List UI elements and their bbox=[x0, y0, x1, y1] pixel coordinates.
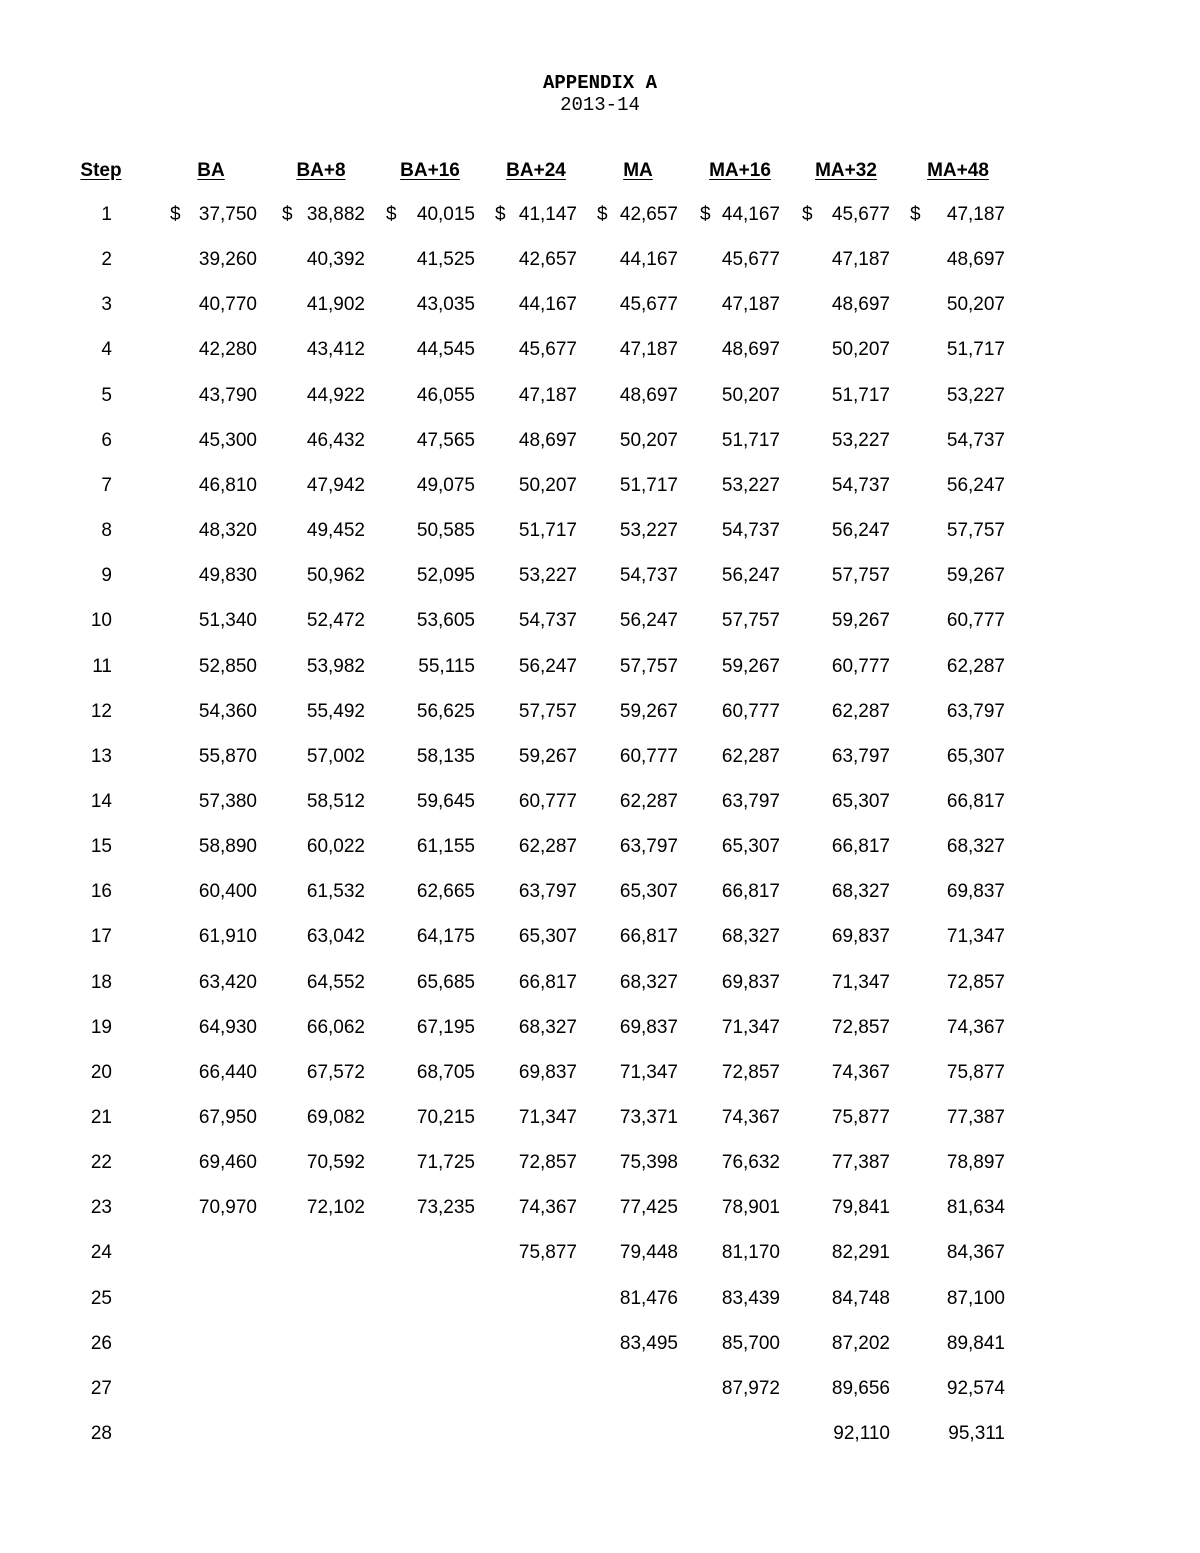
salary-cell: 75,398 bbox=[619, 1152, 678, 1174]
salary-cell: 81,476 bbox=[619, 1287, 678, 1309]
salary-cell: 44,545 bbox=[416, 339, 475, 361]
salary-cell: 52,472 bbox=[306, 610, 365, 632]
salary-cell: 40,392 bbox=[306, 249, 365, 271]
salary-cell: 42,280 bbox=[198, 339, 257, 361]
salary-cell: 48,320 bbox=[198, 520, 257, 542]
salary-cell: 47,187 bbox=[721, 294, 780, 316]
salary-cell: 50,207 bbox=[518, 474, 577, 496]
salary-cell: 53,227 bbox=[518, 565, 577, 587]
salary-cell: 65,307 bbox=[721, 836, 780, 858]
appendix-title: APPENDIX A bbox=[542, 72, 658, 94]
salary-cell: 71,347 bbox=[518, 1107, 577, 1128]
salary-cell: 49,452 bbox=[306, 520, 365, 542]
salary-cell: 57,002 bbox=[306, 745, 365, 767]
salary-cell: 62,665 bbox=[416, 881, 475, 903]
salary-cell: 68,327 bbox=[721, 926, 780, 948]
salary-cell: 51,717 bbox=[721, 429, 780, 451]
salary-cell: 48,697 bbox=[619, 384, 678, 406]
salary-cell: 72,857 bbox=[831, 1016, 890, 1038]
salary-cell: 63,797 bbox=[518, 881, 577, 903]
salary-cell: 56,247 bbox=[721, 565, 780, 587]
salary-cell: 82,291 bbox=[831, 1242, 890, 1264]
salary-cell: 47,187 bbox=[831, 249, 890, 271]
step-number: 26 bbox=[90, 1332, 112, 1354]
column-header-ma-plus-16: MA+16 bbox=[709, 160, 771, 181]
salary-cell: 52,095 bbox=[416, 565, 475, 587]
salary-cell: 65,685 bbox=[416, 971, 475, 993]
currency-symbol: $ bbox=[597, 204, 608, 225]
salary-cell: 66,817 bbox=[518, 971, 577, 993]
step-number: 13 bbox=[90, 745, 112, 767]
salary-cell: 41,525 bbox=[416, 249, 475, 271]
salary-cell: 51,717 bbox=[946, 339, 1005, 361]
step-number: 25 bbox=[90, 1287, 112, 1309]
salary-cell: 72,857 bbox=[721, 1061, 780, 1083]
column-header-step: Step bbox=[80, 160, 122, 181]
salary-cell: 58,135 bbox=[416, 745, 475, 767]
salary-cell: 69,837 bbox=[831, 926, 890, 948]
salary-cell: 57,757 bbox=[518, 700, 577, 722]
column-header-ba-plus-8: BA+8 bbox=[296, 160, 346, 181]
salary-cell: 69,460 bbox=[198, 1152, 257, 1174]
salary-cell: 48,697 bbox=[721, 339, 780, 361]
salary-cell: 63,797 bbox=[721, 790, 780, 812]
salary-cell: 75,877 bbox=[518, 1242, 577, 1264]
step-number: 21 bbox=[90, 1107, 112, 1128]
salary-cell: 59,645 bbox=[416, 790, 475, 812]
salary-cell: 63,797 bbox=[619, 836, 678, 858]
salary-cell: 63,420 bbox=[198, 971, 257, 993]
salary-cell: 60,777 bbox=[946, 610, 1005, 632]
salary-cell: 46,810 bbox=[198, 474, 257, 496]
salary-cell: 60,777 bbox=[619, 745, 678, 767]
salary-cell: 74,367 bbox=[721, 1107, 780, 1128]
currency-symbol: $ bbox=[700, 204, 711, 225]
salary-cell: 87,100 bbox=[946, 1287, 1005, 1309]
salary-cell: 67,950 bbox=[198, 1107, 257, 1128]
step-number: 28 bbox=[90, 1423, 112, 1445]
salary-cell: 53,227 bbox=[946, 384, 1005, 406]
salary-cell: 46,055 bbox=[416, 384, 475, 406]
salary-cell: 60,777 bbox=[721, 700, 780, 722]
salary-cell: 63,042 bbox=[306, 926, 365, 948]
salary-cell: 72,857 bbox=[518, 1152, 577, 1174]
salary-cell: 72,857 bbox=[946, 971, 1005, 993]
salary-cell: 56,247 bbox=[518, 655, 577, 677]
salary-cell: 68,327 bbox=[831, 881, 890, 903]
column-header-ma: MA bbox=[623, 160, 653, 181]
salary-cell: 57,757 bbox=[721, 610, 780, 632]
salary-cell: 45,677 bbox=[619, 294, 678, 316]
salary-cell: 38,882 bbox=[306, 204, 365, 225]
salary-cell: 60,777 bbox=[831, 655, 890, 677]
step-number: 3 bbox=[101, 294, 112, 316]
salary-cell: 48,697 bbox=[946, 249, 1005, 271]
salary-cell: 47,187 bbox=[946, 204, 1005, 225]
salary-cell: 57,757 bbox=[619, 655, 678, 677]
salary-cell: 87,202 bbox=[831, 1332, 890, 1354]
column-header-ba: BA bbox=[197, 160, 225, 181]
salary-cell: 51,717 bbox=[518, 520, 577, 542]
salary-cell: 43,035 bbox=[416, 294, 475, 316]
school-year: 2013-14 bbox=[560, 94, 640, 116]
salary-cell: 55,115 bbox=[418, 655, 475, 677]
step-number: 5 bbox=[101, 384, 112, 406]
currency-symbol: $ bbox=[802, 204, 813, 225]
salary-cell: 45,677 bbox=[518, 339, 577, 361]
step-number: 24 bbox=[90, 1242, 112, 1264]
currency-symbol: $ bbox=[386, 204, 397, 225]
step-number: 11 bbox=[92, 655, 112, 677]
salary-cell: 78,901 bbox=[721, 1197, 780, 1219]
salary-cell: 71,347 bbox=[721, 1016, 780, 1038]
salary-cell: 66,817 bbox=[946, 790, 1005, 812]
salary-cell: 81,634 bbox=[946, 1197, 1005, 1219]
salary-cell: 66,817 bbox=[831, 836, 890, 858]
salary-cell: 66,817 bbox=[619, 926, 678, 948]
column-header-ba-plus-16: BA+16 bbox=[400, 160, 460, 181]
salary-cell: 55,870 bbox=[198, 745, 257, 767]
salary-cell: 76,632 bbox=[721, 1152, 780, 1174]
salary-cell: 54,737 bbox=[619, 565, 678, 587]
currency-symbol: $ bbox=[495, 204, 506, 225]
salary-cell: 47,187 bbox=[518, 384, 577, 406]
salary-cell: 65,307 bbox=[946, 745, 1005, 767]
salary-cell: 59,267 bbox=[831, 610, 890, 632]
salary-cell: 53,982 bbox=[306, 655, 365, 677]
salary-cell: 37,750 bbox=[198, 204, 257, 225]
step-number: 22 bbox=[90, 1152, 112, 1174]
column-header-ba-plus-24: BA+24 bbox=[506, 160, 566, 181]
salary-cell: 68,327 bbox=[619, 971, 678, 993]
salary-cell: 68,705 bbox=[416, 1061, 475, 1083]
salary-cell: 61,910 bbox=[198, 926, 257, 948]
step-number: 9 bbox=[101, 565, 112, 587]
salary-cell: 43,790 bbox=[198, 384, 257, 406]
salary-cell: 71,725 bbox=[416, 1152, 475, 1174]
salary-cell: 75,877 bbox=[831, 1107, 890, 1128]
step-number: 6 bbox=[101, 429, 112, 451]
salary-cell: 42,657 bbox=[619, 204, 678, 225]
salary-cell: 54,737 bbox=[946, 429, 1005, 451]
salary-cell: 60,022 bbox=[306, 836, 365, 858]
step-number: 14 bbox=[90, 790, 112, 812]
salary-cell: 68,327 bbox=[946, 836, 1005, 858]
salary-cell: 54,737 bbox=[831, 474, 890, 496]
salary-cell: 56,247 bbox=[831, 520, 890, 542]
salary-cell: 58,512 bbox=[306, 790, 365, 812]
salary-cell: 66,440 bbox=[198, 1061, 257, 1083]
salary-cell: 89,841 bbox=[946, 1332, 1005, 1354]
salary-cell: 79,841 bbox=[831, 1197, 890, 1219]
salary-cell: 47,565 bbox=[416, 429, 475, 451]
salary-cell: 69,837 bbox=[721, 971, 780, 993]
salary-cell: 81,170 bbox=[721, 1242, 780, 1264]
salary-cell: 55,492 bbox=[306, 700, 365, 722]
salary-cell: 56,247 bbox=[946, 474, 1005, 496]
salary-cell: 74,367 bbox=[518, 1197, 577, 1219]
salary-cell: 44,167 bbox=[518, 294, 577, 316]
salary-cell: 45,677 bbox=[831, 204, 890, 225]
salary-cell: 62,287 bbox=[721, 745, 780, 767]
salary-cell: 50,207 bbox=[721, 384, 780, 406]
salary-cell: 57,380 bbox=[198, 790, 257, 812]
salary-cell: 78,897 bbox=[946, 1152, 1005, 1174]
step-number: 8 bbox=[101, 520, 112, 542]
salary-cell: 47,187 bbox=[619, 339, 678, 361]
salary-cell: 69,837 bbox=[946, 881, 1005, 903]
salary-cell: 59,267 bbox=[721, 655, 780, 677]
salary-cell: 83,495 bbox=[619, 1332, 678, 1354]
salary-cell: 58,890 bbox=[198, 836, 257, 858]
currency-symbol: $ bbox=[282, 204, 293, 225]
salary-cell: 53,227 bbox=[721, 474, 780, 496]
step-number: 12 bbox=[90, 700, 112, 722]
salary-cell: 71,347 bbox=[619, 1061, 678, 1083]
salary-cell: 66,817 bbox=[721, 881, 780, 903]
salary-cell: 67,195 bbox=[416, 1016, 475, 1038]
salary-cell: 62,287 bbox=[831, 700, 890, 722]
salary-cell: 54,360 bbox=[198, 700, 257, 722]
salary-cell: 51,717 bbox=[831, 384, 890, 406]
salary-cell: 47,942 bbox=[306, 474, 365, 496]
salary-cell: 64,552 bbox=[306, 971, 365, 993]
salary-cell: 49,075 bbox=[416, 474, 475, 496]
salary-cell: 51,717 bbox=[619, 474, 678, 496]
salary-cell: 70,592 bbox=[306, 1152, 365, 1174]
salary-cell: 62,287 bbox=[518, 836, 577, 858]
salary-cell: 61,532 bbox=[306, 881, 365, 903]
salary-cell: 70,215 bbox=[416, 1107, 475, 1128]
salary-cell: 53,605 bbox=[416, 610, 475, 632]
salary-cell: 67,572 bbox=[306, 1061, 365, 1083]
salary-cell: 84,748 bbox=[831, 1287, 890, 1309]
salary-cell: 92,574 bbox=[946, 1377, 1005, 1399]
salary-cell: 57,757 bbox=[831, 565, 890, 587]
salary-cell: 50,207 bbox=[831, 339, 890, 361]
salary-cell: 48,697 bbox=[518, 429, 577, 451]
salary-cell: 59,267 bbox=[946, 565, 1005, 587]
step-number: 15 bbox=[90, 836, 112, 858]
salary-cell: 50,585 bbox=[416, 520, 475, 542]
salary-cell: 66,062 bbox=[306, 1016, 365, 1038]
step-number: 4 bbox=[101, 339, 112, 361]
salary-cell: 54,737 bbox=[721, 520, 780, 542]
salary-cell: 65,307 bbox=[831, 790, 890, 812]
currency-symbol: $ bbox=[910, 204, 921, 225]
step-number: 7 bbox=[101, 474, 112, 496]
step-number: 18 bbox=[90, 971, 112, 993]
salary-cell: 63,797 bbox=[946, 700, 1005, 722]
salary-cell: 83,439 bbox=[721, 1287, 780, 1309]
step-number: 23 bbox=[90, 1197, 112, 1219]
step-number: 20 bbox=[90, 1061, 112, 1083]
salary-cell: 59,267 bbox=[518, 745, 577, 767]
salary-cell: 64,175 bbox=[416, 926, 475, 948]
currency-symbol: $ bbox=[170, 204, 181, 225]
salary-cell: 74,367 bbox=[831, 1061, 890, 1083]
salary-cell: 84,367 bbox=[946, 1242, 1005, 1264]
salary-cell: 41,147 bbox=[518, 204, 577, 225]
salary-cell: 69,082 bbox=[306, 1107, 365, 1128]
salary-cell: 68,327 bbox=[518, 1016, 577, 1038]
salary-cell: 70,970 bbox=[198, 1197, 257, 1219]
salary-cell: 54,737 bbox=[518, 610, 577, 632]
salary-cell: 85,700 bbox=[721, 1332, 780, 1354]
salary-cell: 60,777 bbox=[518, 790, 577, 812]
salary-cell: 61,155 bbox=[416, 836, 475, 858]
salary-cell: 45,300 bbox=[198, 429, 257, 451]
salary-cell: 48,697 bbox=[831, 294, 890, 316]
step-number: 19 bbox=[90, 1016, 112, 1038]
step-number: 1 bbox=[101, 204, 112, 225]
salary-cell: 44,167 bbox=[721, 204, 780, 225]
step-number: 16 bbox=[90, 881, 112, 903]
salary-cell: 50,962 bbox=[306, 565, 365, 587]
salary-cell: 65,307 bbox=[619, 881, 678, 903]
salary-cell: 62,287 bbox=[946, 655, 1005, 677]
salary-cell: 41,902 bbox=[306, 294, 365, 316]
salary-cell: 64,930 bbox=[198, 1016, 257, 1038]
salary-cell: 53,227 bbox=[831, 429, 890, 451]
salary-cell: 87,972 bbox=[721, 1377, 780, 1399]
column-header-ma-plus-32: MA+32 bbox=[815, 160, 877, 181]
salary-cell: 71,347 bbox=[946, 926, 1005, 948]
salary-cell: 44,167 bbox=[619, 249, 678, 271]
salary-cell: 42,657 bbox=[518, 249, 577, 271]
salary-cell: 79,448 bbox=[619, 1242, 678, 1264]
salary-cell: 59,267 bbox=[619, 700, 678, 722]
salary-cell: 50,207 bbox=[619, 429, 678, 451]
salary-cell: 73,371 bbox=[619, 1107, 678, 1128]
salary-cell: 63,797 bbox=[831, 745, 890, 767]
salary-cell: 73,235 bbox=[416, 1197, 475, 1219]
salary-cell: 71,347 bbox=[831, 971, 890, 993]
salary-cell: 44,922 bbox=[306, 384, 365, 406]
salary-cell: 72,102 bbox=[306, 1197, 365, 1219]
salary-cell: 89,656 bbox=[831, 1377, 890, 1399]
salary-cell: 49,830 bbox=[198, 565, 257, 587]
step-number: 2 bbox=[101, 249, 112, 271]
step-number: 27 bbox=[90, 1377, 112, 1399]
step-number: 17 bbox=[90, 926, 112, 948]
salary-cell: 69,837 bbox=[619, 1016, 678, 1038]
salary-cell: 52,850 bbox=[198, 655, 257, 677]
salary-cell: 46,432 bbox=[306, 429, 365, 451]
salary-cell: 50,207 bbox=[946, 294, 1005, 316]
salary-cell: 75,877 bbox=[946, 1061, 1005, 1083]
salary-cell: 40,770 bbox=[198, 294, 257, 316]
salary-cell: 95,311 bbox=[948, 1423, 1005, 1445]
salary-cell: 77,425 bbox=[619, 1197, 678, 1219]
salary-cell: 60,400 bbox=[198, 881, 257, 903]
salary-cell: 51,340 bbox=[198, 610, 257, 632]
salary-cell: 45,677 bbox=[721, 249, 780, 271]
salary-cell: 57,757 bbox=[946, 520, 1005, 542]
salary-cell: 39,260 bbox=[198, 249, 257, 271]
salary-cell: 92,110 bbox=[833, 1423, 890, 1445]
salary-cell: 53,227 bbox=[619, 520, 678, 542]
salary-cell: 77,387 bbox=[831, 1152, 890, 1174]
salary-cell: 69,837 bbox=[518, 1061, 577, 1083]
salary-cell: 77,387 bbox=[946, 1107, 1005, 1128]
salary-cell: 40,015 bbox=[416, 204, 475, 225]
salary-cell: 65,307 bbox=[518, 926, 577, 948]
salary-cell: 56,625 bbox=[416, 700, 475, 722]
salary-cell: 62,287 bbox=[619, 790, 678, 812]
salary-cell: 74,367 bbox=[946, 1016, 1005, 1038]
salary-cell: 43,412 bbox=[306, 339, 365, 361]
salary-cell: 56,247 bbox=[619, 610, 678, 632]
column-header-ma-plus-48: MA+48 bbox=[927, 160, 989, 181]
step-number: 10 bbox=[90, 610, 112, 632]
